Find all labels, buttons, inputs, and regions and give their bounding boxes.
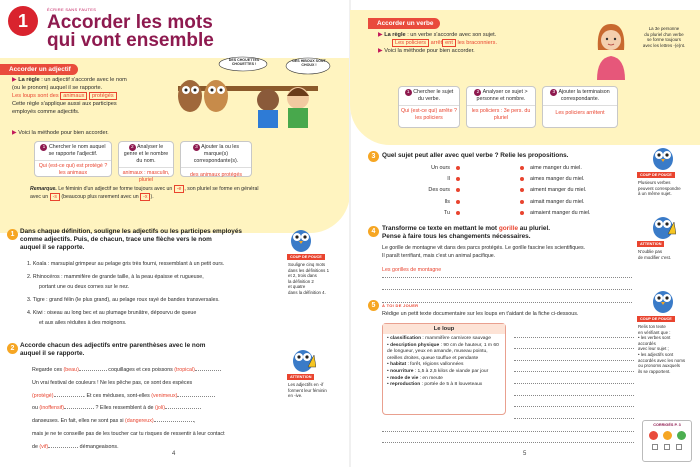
line-text: , <box>193 418 196 425</box>
line-text: . Et ces méduses, sont-elles <box>83 392 152 399</box>
owl-icon <box>650 286 676 314</box>
fill-blank[interactable] <box>165 408 201 409</box>
attention-text <box>638 249 696 260</box>
definition-item[interactable]: et aux ailes réduites à des moignons. <box>39 320 127 326</box>
fill-blank[interactable] <box>48 447 78 448</box>
line-text: Regarde ces <box>32 367 64 373</box>
neutral-face-icon[interactable] <box>663 431 672 440</box>
owl-mascot <box>650 286 676 316</box>
question-3-badge: 3 <box>368 151 379 162</box>
card-value: : 90 cm de hauteur, 1 m 60 de longueur, yeux en amande, museau pointu, oreilles droites, queue touffue et pendante <box>387 342 499 361</box>
verb-item: aimaient manger du miel. <box>530 209 591 216</box>
example-verb-ending: ent <box>442 39 456 47</box>
sad-face-icon[interactable] <box>649 431 658 440</box>
remark-text: , son pluriel se forme <box>184 186 233 192</box>
remark-text: en général avec un <box>30 186 259 200</box>
line-text: démangeaisons. <box>78 443 119 450</box>
question-2-text <box>32 364 287 454</box>
bullet-arrow-icon: ▶ <box>378 32 383 38</box>
help-tag: COUP DE POUCE <box>637 316 675 322</box>
question-5-badge: 5 <box>368 300 379 311</box>
checkbox[interactable] <box>652 444 658 450</box>
attention-line: Les adjectifs en -if <box>288 382 324 387</box>
card-title: Le loup <box>383 324 505 334</box>
help-line: Relis ton texte <box>638 324 666 329</box>
card-item: • reproduction : portée de 5 à 8 louveteaux <box>387 382 483 388</box>
step-label: Chercher le nom auquel se rapporte l'adjectif. <box>48 144 106 157</box>
answer-line[interactable] <box>382 290 632 303</box>
q5-tag: À TOI DE JOUER <box>382 303 419 308</box>
match-dot[interactable] <box>456 200 460 204</box>
step-answer: Les policiers arrêtent <box>543 105 617 121</box>
match-dot[interactable] <box>456 177 460 181</box>
step-answer: animaux : masculin, pluriel <box>119 167 173 186</box>
help-text <box>288 262 346 296</box>
answer-line[interactable] <box>382 278 632 291</box>
right-page <box>350 0 700 467</box>
bullet-arrow-icon: ▶ <box>12 77 17 83</box>
rule-label: La règle <box>18 77 40 83</box>
rule-extra-2: employés comme adjectifs. <box>12 109 80 115</box>
verb-step-2 <box>466 86 536 128</box>
fill-blank[interactable] <box>177 396 215 397</box>
title-line-1: Accorder les mots <box>47 12 213 33</box>
answer-line[interactable] <box>514 384 634 396</box>
answer-line[interactable] <box>514 338 634 350</box>
help-line: et 2, trois dans <box>288 273 317 279</box>
q4-text-line: Il paraît terrifiant, mais c'est un animal pacifique. <box>382 253 496 259</box>
question-4-badge: 4 <box>368 226 379 237</box>
help-line: peuvent correspondre <box>638 185 681 191</box>
remark-text: ). <box>150 194 154 200</box>
subject-item: Un ours <box>431 165 450 171</box>
answer-line[interactable] <box>514 372 634 384</box>
wolf-card <box>382 323 506 415</box>
rule-text-1: : un adjectif s'accorde avec le nom <box>39 77 127 83</box>
line-text: danseuses. En fait, elles ne sont pas si <box>32 418 126 425</box>
adjective-step-1 <box>34 141 112 177</box>
adjective-method-line <box>12 129 109 137</box>
match-dot[interactable] <box>456 188 460 192</box>
card-value: : en meute <box>418 375 443 381</box>
adjective-step-2 <box>118 141 174 183</box>
step-number: 2 <box>474 89 481 96</box>
card-item: • description physique : 90 cm de hauteur, 1 m 60 de longueur, yeux en amande, museau pointu, oreilles droites, queue touffue et pendante <box>387 342 499 361</box>
step-label: Analyser ce sujet > personne et nombre. <box>476 89 528 102</box>
question-4-title <box>382 225 642 241</box>
rule-text: : un verbe s'accorde avec son sujet. <box>405 32 497 38</box>
verb-item: aimes manger du miel. <box>530 176 585 183</box>
question-1-title <box>20 228 275 253</box>
fill-line: Un vrai festival de couleurs ! Ne les pêche pas, ce sont des espèces <box>32 379 193 386</box>
match-dot[interactable] <box>520 211 524 215</box>
step-label: Ajouter la ou les marque(s) correspondante(s). <box>193 144 240 164</box>
card-label: reproduction <box>390 382 421 388</box>
verb-item: aiment manger du miel. <box>530 187 587 194</box>
remark-text: Le féminin d'un adjectif se forme toujours avec un <box>56 186 173 192</box>
answer-line[interactable] <box>514 361 634 373</box>
card-label: habitat <box>390 362 407 368</box>
fill-blank[interactable] <box>64 408 94 409</box>
definition-item[interactable]: portant une ou deux cornes sur le nez. <box>39 284 130 290</box>
fill-line: mais je ne te conseille pas de les toucher car tu risques de ressentir à leur contact <box>32 430 225 437</box>
method-text: Voici la méthode pour bien accorder. <box>384 48 475 54</box>
card-item: • classification : mammifère carnivore sauvage <box>387 336 491 341</box>
q1-title-line: Dans chaque définition, souligne les adjectifs ou les participes employés <box>20 228 242 235</box>
fill-line <box>32 441 287 454</box>
fill-word: (protégé) <box>32 392 54 399</box>
rule-example <box>12 92 172 100</box>
subject-item: Tu <box>443 209 450 216</box>
page-number: 4 <box>172 451 176 457</box>
line-text: de <box>32 443 40 450</box>
line-text: ou <box>32 405 40 412</box>
happy-face-icon[interactable] <box>677 431 686 440</box>
checkbox-row <box>643 444 691 450</box>
remark-text: (beaucoup plus rarement avec un <box>59 194 139 200</box>
rule-extra-1: Cette règle s'applique aussi aux participes <box>12 101 117 107</box>
q4-answer-start: Les gorilles de montagne <box>382 267 442 273</box>
verb-step-3 <box>542 86 618 128</box>
q4-keyword: gorille <box>498 225 519 232</box>
attention-line: de modifier c'est. <box>638 254 672 260</box>
card-items <box>383 334 505 391</box>
question-3-title: Quel sujet peut aller avec quel verbe ? Relie les propositions. <box>382 152 569 159</box>
answer-line[interactable] <box>514 326 634 338</box>
verb-item: aimait manger du miel. <box>530 198 585 205</box>
step-answer: Qui (est-ce qui) est protégé ? les animaux <box>35 160 111 179</box>
line-text: ? Elles ressemblent à de <box>94 405 155 412</box>
bubble-2: DES HIBOUX SONT CHOUX ! <box>292 59 326 67</box>
card-label: nourriture <box>390 368 414 374</box>
card-label: description physique <box>390 342 440 348</box>
fill-blank[interactable] <box>195 370 221 371</box>
owl-mascot <box>650 143 676 173</box>
subject-item: Ils <box>444 198 450 205</box>
q5-answer-area-bottom[interactable] <box>382 420 634 443</box>
fill-word: (joli) <box>154 405 165 412</box>
fill-word: (vif) <box>39 443 49 450</box>
match-dot[interactable] <box>520 188 524 192</box>
help-line: dans la définition 4. <box>288 289 326 295</box>
checkbox[interactable] <box>676 444 682 450</box>
page-number: 5 <box>523 451 527 457</box>
card-label: mode de vie <box>390 375 419 381</box>
help-tag: COUP DE POUCE <box>637 172 675 178</box>
help-line: avec leur sujet ; <box>638 346 669 352</box>
attention-text <box>288 382 346 399</box>
remark <box>30 185 270 201</box>
step-label: Ajouter la terminaison correspondante. <box>558 89 610 102</box>
step-number: 1 <box>40 144 47 151</box>
remark-suffix-x: -x <box>140 193 150 201</box>
help-line: accordés <box>638 340 656 346</box>
smiley-row <box>643 427 691 444</box>
attention-line: forment leur féminin <box>288 387 327 393</box>
card-value: : portée de 5 à 8 louveteaux <box>420 382 483 388</box>
bubble-1: DES CHOUETTES CHOUETTES ! <box>228 58 260 66</box>
rule-text-2: (ou le pronom) auquel il se rapporte. <box>12 85 103 91</box>
attention-line: N'oublie pas <box>638 249 663 254</box>
step-label: Chercher le sujet du verbe. <box>413 89 454 102</box>
definition-item[interactable]: 1. Koala : marsupial grimpeur au pelage gris très fourni, ressemblant à un petit ours. <box>27 261 225 267</box>
question-1-items <box>27 260 282 327</box>
remark-suffix-s: -s <box>50 193 60 201</box>
verb-item: aime manger du miel. <box>530 165 582 171</box>
help-line: et quatre <box>288 284 306 290</box>
card-value: : forêt, régions vallonnées <box>406 362 464 368</box>
help-line: • les adjectifs sont <box>638 351 674 357</box>
verb-section-pill: Accorder un verbe <box>368 18 440 29</box>
help-line: en vérifiant que : <box>638 329 671 335</box>
owls-cartoon <box>168 56 338 128</box>
q3-verbs <box>530 163 630 219</box>
example-noun: animaux <box>60 92 87 100</box>
answer-line[interactable] <box>514 396 634 408</box>
question-2-badge: 2 <box>7 343 18 354</box>
example-verb-root: arrêt <box>430 40 443 46</box>
attention-line: en -ive. <box>288 393 303 399</box>
help-line: la définition 2 <box>288 278 314 284</box>
q4-title-text: Transforme ce texte en mettant le mot <box>382 225 499 232</box>
definition-item[interactable]: 4. Kiwi : oiseau au long bec et au plumage brunâtre, dépourvu de queue <box>27 310 197 316</box>
attention-tag: ATTENTION <box>637 241 664 247</box>
step-number: 3 <box>550 89 557 96</box>
fill-word: (dangereux) <box>125 418 154 425</box>
title-line-2: qui vont ensemble <box>47 30 214 51</box>
q4-title-text: au pluriel. <box>518 225 550 232</box>
card-item: • mode de vie : en meute <box>387 375 443 381</box>
owl-mascot <box>288 225 314 255</box>
help-text <box>638 324 698 374</box>
speech-line: avec les lettres -(e)nt. <box>642 42 686 48</box>
example-subject: Les policiers <box>392 39 429 47</box>
owl-icon <box>288 225 314 253</box>
method-text: Voici la méthode pour bien accorder. <box>18 130 109 136</box>
chapter-number-badge: 1 <box>8 6 38 36</box>
question-2-title <box>20 342 275 358</box>
adjective-rule <box>12 76 172 116</box>
help-line: • les verbes sont <box>638 335 671 341</box>
help-line: Plusieurs verbes <box>638 180 671 185</box>
q2-title-line: Accorde chacun des adjectifs entre parenthèses avec le nom <box>20 342 206 349</box>
example-adjective: protégés <box>89 92 117 100</box>
step-label: Analyser le genre et le nombre du nom. <box>123 144 169 164</box>
adjective-section-pill: Accorder un adjectif <box>0 64 78 75</box>
answer-line[interactable] <box>514 349 634 361</box>
owl-warning-icon <box>650 212 676 240</box>
fill-line <box>32 402 287 415</box>
match-dot[interactable] <box>456 166 460 170</box>
help-line: ils se rapportent. <box>638 368 671 374</box>
example-before: Les loups sont des <box>12 93 59 99</box>
speech-line: se forme toujours <box>647 37 681 43</box>
card-label: classification <box>390 336 422 341</box>
fill-word: (venimeux) <box>151 392 178 399</box>
attention-tag: ATTENTION <box>287 374 314 380</box>
verb-step-1 <box>398 86 460 128</box>
owl-icon <box>650 143 676 171</box>
rule-label: La règle <box>384 32 406 38</box>
card-value: : 1,5 à 2,5 kilos de viande par jour <box>413 368 489 374</box>
help-tag: COUP DE POUCE <box>287 254 325 260</box>
example-rest: les braconniers. <box>455 40 497 46</box>
card-item: • habitat : forêt, régions vallonnées <box>387 362 464 368</box>
fill-blank[interactable] <box>54 396 84 397</box>
question-5-title: Rédige un petit texte documentaire sur les loups en t'aidant de la fiche ci-dessous. <box>382 311 579 317</box>
q2-title-line: auquel il se rapporte. <box>20 350 85 358</box>
q1-title-line: comme adjectifs. Puis, de chacun, trace une flèche vers le nom <box>20 236 212 244</box>
step-number: 2 <box>129 144 136 151</box>
speech-line: La 3e personne <box>648 26 680 31</box>
step-answer: Qui (est-ce qui) arrête ? les policiers <box>399 105 459 124</box>
fill-line <box>32 415 287 428</box>
answer-line[interactable] <box>382 420 634 432</box>
q4-text-line: Le gorille de montagne vit dans des parcs protégés. Le gorille fascine les scientifiques. <box>382 245 586 251</box>
help-line: accordés avec les noms <box>638 357 686 363</box>
step-answer: des animaux protégés <box>181 167 251 183</box>
help-line: à un même sujet. <box>638 191 672 197</box>
q3-left-dots <box>456 166 460 215</box>
card-value: : mammifère carnivore sauvage <box>421 336 491 341</box>
girl-character <box>592 20 630 82</box>
bullet-arrow-icon: ▶ <box>378 48 383 54</box>
answer-line[interactable] <box>514 407 634 419</box>
card-item: • nourriture : 1,5 à 2,5 kilos de viande par jour <box>387 368 489 374</box>
verb-example <box>378 39 578 47</box>
q4-source-text <box>382 244 637 260</box>
help-text <box>638 180 698 197</box>
match-dot[interactable] <box>456 211 460 215</box>
remark-label: Remarque. <box>30 186 57 192</box>
speech-note <box>633 26 695 48</box>
fill-word: (inoffensif) <box>39 405 65 412</box>
section-tag: ÉCRIRE SANS FAUTES <box>47 7 97 12</box>
adjective-step-3 <box>180 141 252 177</box>
definition-item[interactable]: 2. Rhinocéros : mammifère de grande taille, à la peau épaisse et rugueuse, <box>27 274 204 280</box>
step-number: 1 <box>405 89 412 96</box>
subject-item: Il <box>447 176 450 183</box>
speech-line: du pluriel d'un verbe <box>644 31 684 37</box>
question-1-badge: 1 <box>7 229 18 240</box>
fill-word: (tropical) <box>174 367 195 373</box>
q3-right-dots <box>520 166 524 215</box>
checkbox[interactable] <box>664 444 670 450</box>
match-dot[interactable] <box>520 200 524 204</box>
match-dot[interactable] <box>520 166 524 170</box>
q1-title-line: auquel il se rapporte. <box>20 244 85 252</box>
match-dot[interactable] <box>520 177 524 181</box>
help-line: Souligne cinq mots <box>288 262 326 267</box>
definition-item[interactable]: 3. Tigre : grand félin (le plus grand), au pelage roux rayé de bandes transversales. <box>27 297 220 303</box>
page-title <box>47 14 214 50</box>
fill-line <box>32 364 287 377</box>
q5-answer-area[interactable] <box>514 326 634 419</box>
owl-mascot <box>650 212 676 242</box>
self-assessment-box <box>642 420 692 462</box>
fill-word: (beau) <box>63 367 79 373</box>
help-line: ou pronoms auxquels <box>638 363 680 369</box>
corrige-label: CORRIGÉS P. 3 <box>653 423 681 427</box>
bullet-arrow-icon: ▶ <box>12 130 17 136</box>
step-answer: les policiers : 3e pers. du pluriel <box>467 105 535 124</box>
step-number: 3 <box>193 144 200 151</box>
q3-subjects <box>390 163 450 219</box>
answer-line[interactable] <box>382 432 634 444</box>
line-text: coquillages et ces poissons <box>106 367 175 373</box>
owl-mascot <box>290 345 316 375</box>
subject-item: Des ours <box>428 187 450 194</box>
fill-blank[interactable] <box>79 370 107 371</box>
fill-line <box>32 390 287 403</box>
remark-suffix-e: -e <box>174 185 185 193</box>
verb-rule <box>378 31 578 55</box>
girl-icon <box>592 20 630 80</box>
q4-answer-area[interactable] <box>382 264 637 303</box>
fill-blank[interactable] <box>154 421 194 422</box>
owl-warning-icon <box>290 345 316 373</box>
help-line: dans les définitions 1 <box>288 267 330 273</box>
q4-title-text: Pense à faire tous les changements nécessaires. <box>382 233 531 241</box>
